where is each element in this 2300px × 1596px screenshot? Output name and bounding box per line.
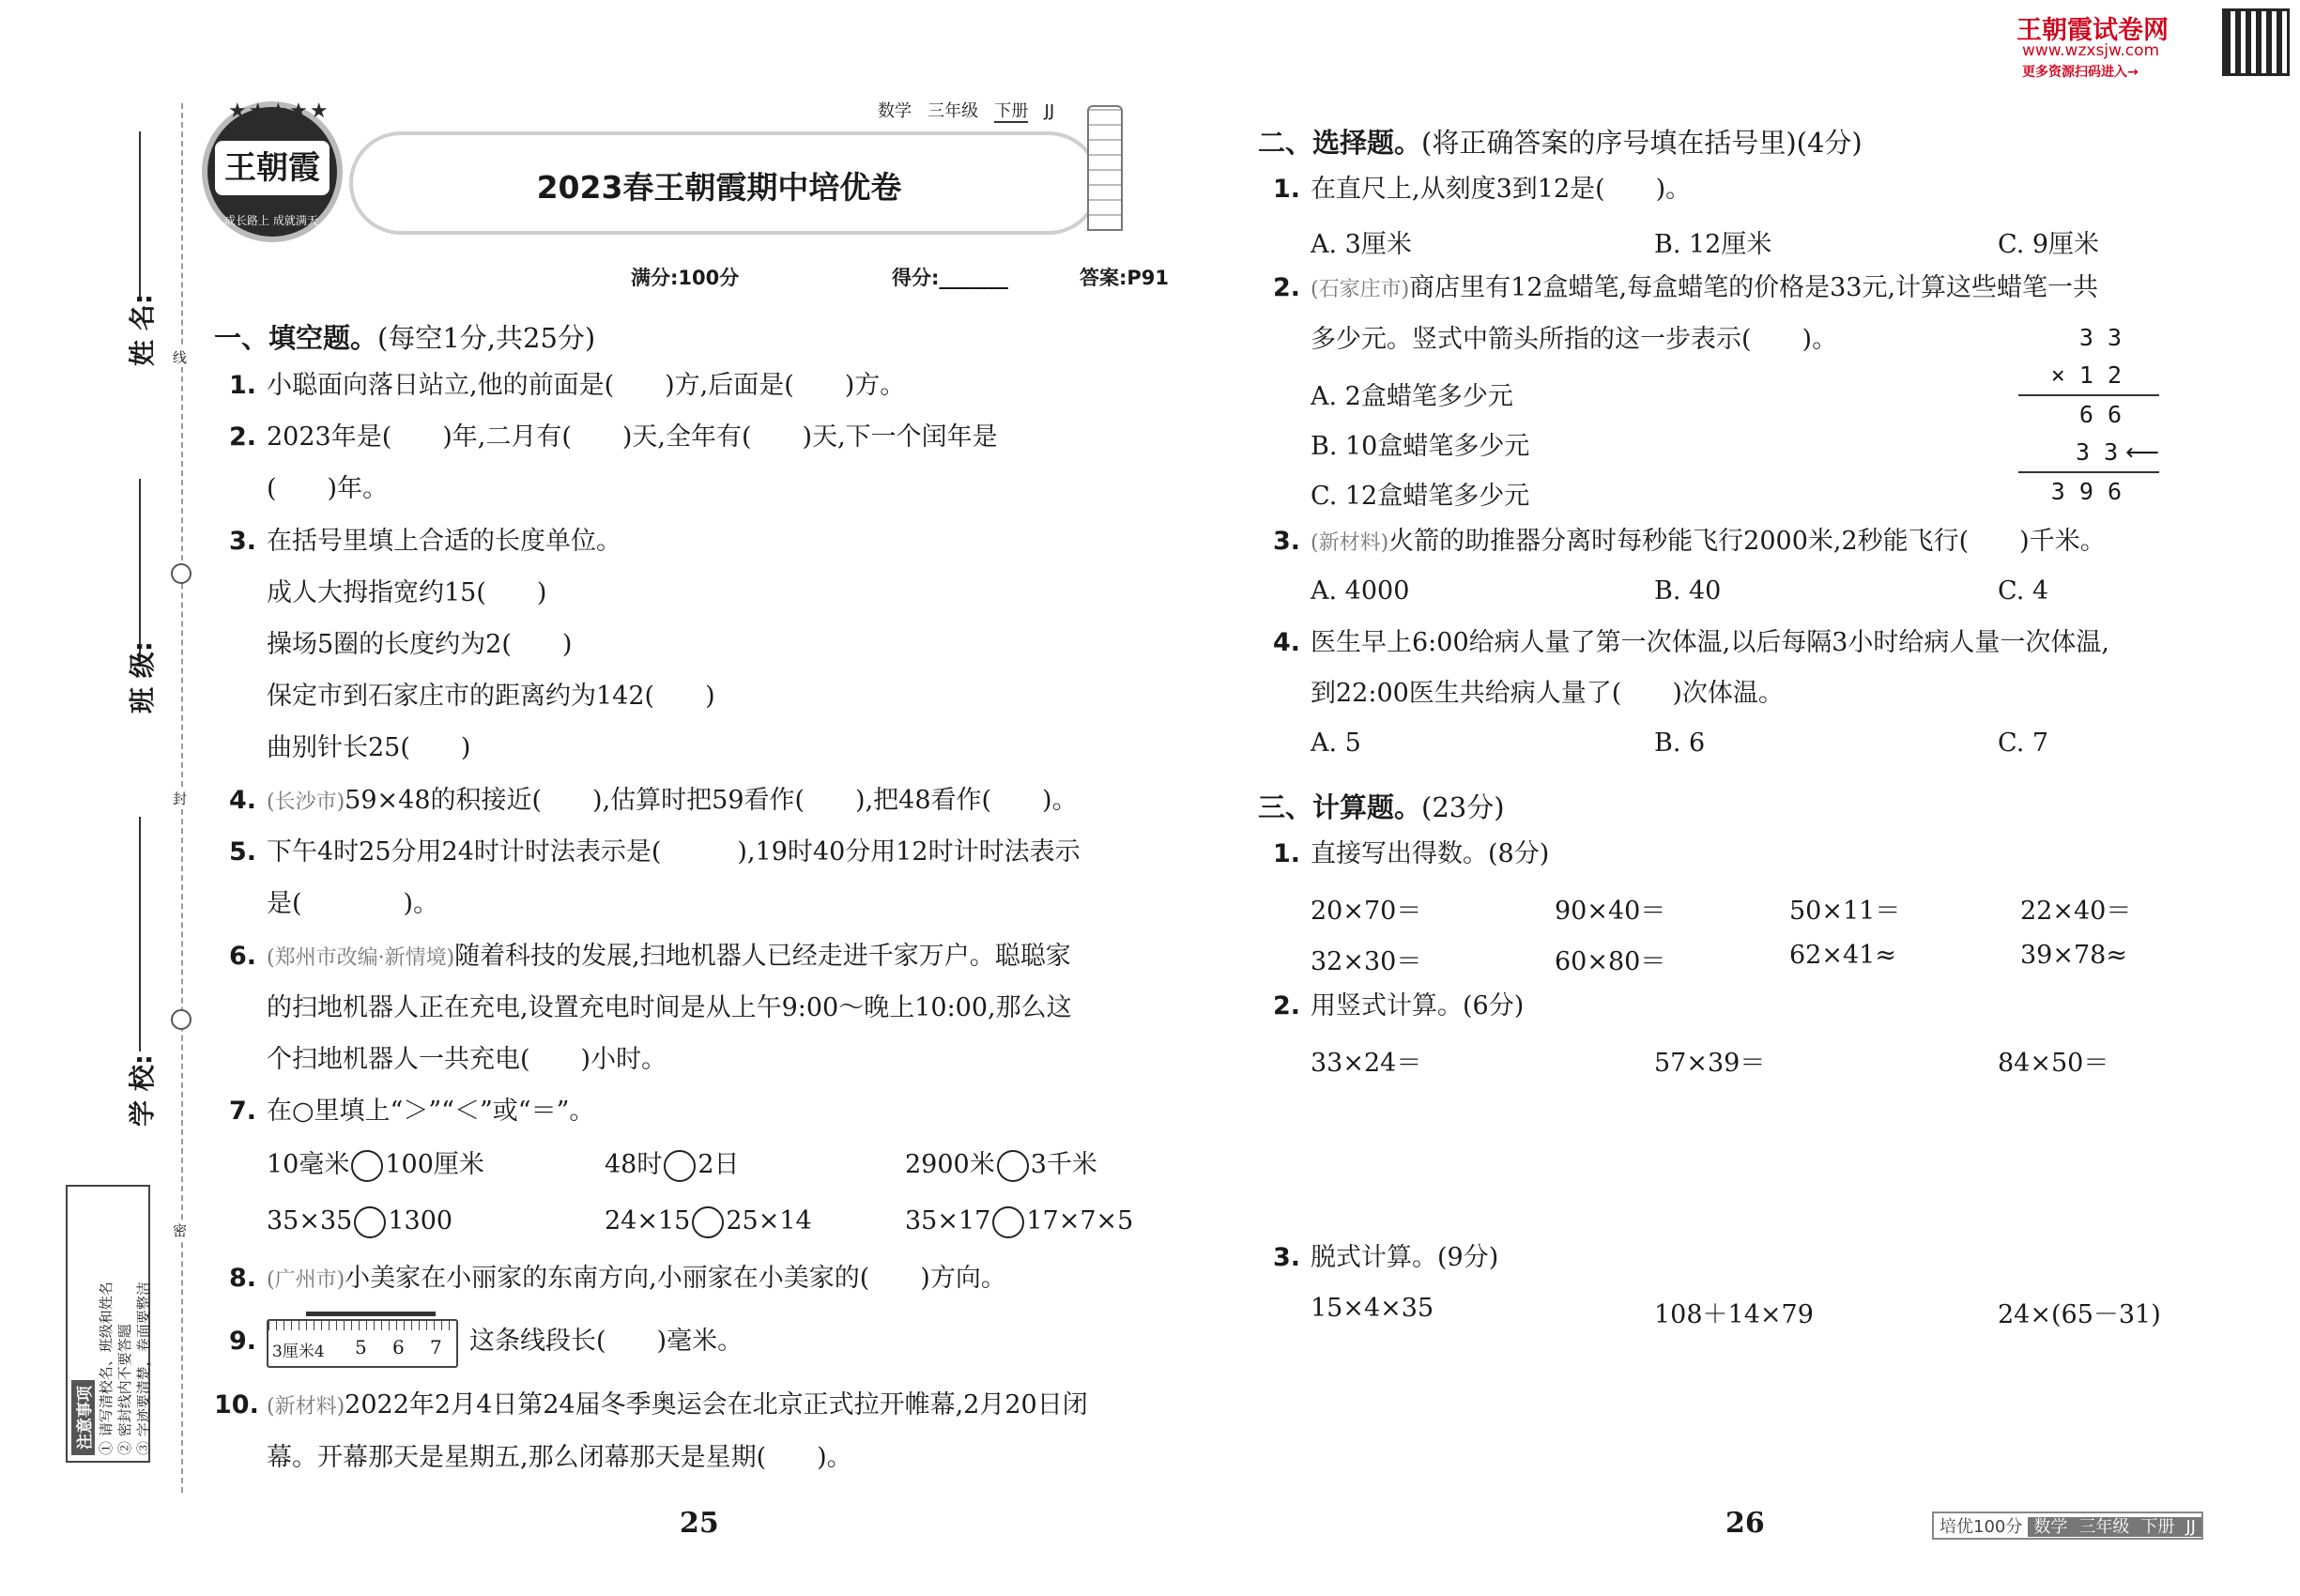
option-b[interactable]: B. 10盒蜡笔多少元 <box>1311 432 1530 461</box>
question-3-2 <box>1273 990 1524 1022</box>
score-field[interactable]: 得分:_______ <box>892 267 1008 289</box>
question-1-9 <box>229 1326 267 1358</box>
series-subject: 数学 <box>2028 1517 2073 1537</box>
logo-badge <box>202 101 343 242</box>
option-a[interactable]: A. 2盒蜡笔多少元 <box>1311 382 1513 411</box>
vm-row: 3 3 <box>2078 324 2122 351</box>
qr-code-icon[interactable] <box>2225 11 2287 73</box>
question-1-5 <box>229 836 1081 868</box>
ruler-label: 5 <box>355 1336 367 1358</box>
question-text: 火箭的助推器分离时每秒能飞行2000米,2秒能飞行( )千米。 <box>1388 527 2106 556</box>
oral-calc-item: 60×80＝ <box>1555 947 1666 976</box>
question-3-3 <box>1273 1242 1498 1274</box>
page-title: 2023春王朝霞期中培优卷 <box>536 169 902 206</box>
oral-calc-item: 50×11＝ <box>1789 897 1901 926</box>
series-edition: JJ <box>2180 1517 2201 1537</box>
question-text: 小聪面向落日站立,他的前面是( )方,后面是( )方。 <box>267 371 906 400</box>
question-number: 2. <box>1273 273 1301 302</box>
page-number-right: 26 <box>1725 1507 1765 1540</box>
question-1-2-cont: ( )年。 <box>267 474 389 503</box>
question-number: 2. <box>229 422 257 452</box>
question-number: 7. <box>229 1097 257 1126</box>
option-c[interactable]: C. 7 <box>1998 729 2049 758</box>
seal-knot-icon <box>171 1009 192 1030</box>
class-label: 班 级: <box>127 641 158 714</box>
step-calc-item: 108＋14×79 <box>1654 1300 1814 1329</box>
series-volume: 下册 <box>2135 1517 2180 1537</box>
question-text: 59×48的积接近( ),估算时把59看作( ),把48看作( )。 <box>345 786 1078 815</box>
vertical-calc-item: 57×39＝ <box>1654 1049 1766 1078</box>
question-1-6-cont: 个扫地机器人一共充电( )小时。 <box>267 1045 667 1074</box>
compare-circle[interactable] <box>664 1150 696 1182</box>
name-label: 姓 名: <box>127 294 158 366</box>
compare-circle[interactable] <box>992 1206 1024 1238</box>
question-number: 9. <box>229 1327 257 1356</box>
question-text: 医生早上6:00给病人量了第一次体温,以后每隔3小时给病人量一次体温, <box>1311 628 2109 657</box>
logo-motto: 成长路上 成就满天 <box>224 214 318 227</box>
question-1-8 <box>229 1263 1006 1297</box>
segment-line <box>306 1312 436 1316</box>
oral-calc-item: 62×41≈ <box>1789 941 1896 970</box>
oral-calc-item: 20×70＝ <box>1311 897 1422 926</box>
sub-item: 成人大拇指宽约15( ) <box>267 578 547 607</box>
question-number: 4. <box>229 786 257 815</box>
ruler-label: 7 <box>430 1336 442 1358</box>
source-tag: (石家庄市) <box>1311 278 1410 301</box>
question-text: 用竖式计算。(6分) <box>1311 991 1525 1021</box>
arrow-left-icon: ⟵ <box>2118 438 2159 466</box>
option-c[interactable]: C. 12盒蜡笔多少元 <box>1311 482 1530 511</box>
vm-row: 3 9 6 <box>2050 478 2122 505</box>
series-badge <box>1932 1512 2203 1540</box>
question-text: 在○里填上“＞”“＜”或“＝”。 <box>267 1097 595 1126</box>
question-number: 3. <box>229 527 257 556</box>
title-banner <box>349 131 1100 235</box>
option-a[interactable]: A. 5 <box>1311 729 1361 758</box>
option-c[interactable]: C. 4 <box>1998 576 2049 606</box>
question-text: 小美家在小丽家的东南方向,小丽家在小美家的( )方向。 <box>345 1264 1006 1293</box>
compare-item: 35×17 17×7×5 <box>905 1205 1133 1238</box>
question-1-7 <box>229 1096 594 1128</box>
vm-row: 6 6 <box>2078 401 2122 428</box>
question-1-10-cont: 幕。开幕那天是星期五,那么闭幕那天是星期( )。 <box>267 1443 852 1472</box>
oral-calc-item: 32×30＝ <box>1311 947 1422 976</box>
question-3-1 <box>1273 838 1549 870</box>
question-text: 随着科技的发展,扫地机器人已经走进千家万户。聪聪家 <box>454 942 1071 971</box>
school-line[interactable] <box>139 817 141 1051</box>
option-c[interactable]: C. 9厘米 <box>1998 230 2100 259</box>
question-2-4-cont: 到22:00医生共给病人量了( )次体温。 <box>1311 679 1784 708</box>
question-number: 5. <box>229 837 257 867</box>
logo-text: 王朝霞 <box>215 141 330 195</box>
question-2-1 <box>1273 174 1691 206</box>
question-number: 6. <box>229 942 257 971</box>
compare-circle[interactable] <box>692 1206 724 1238</box>
vertical-calc-item: 84×50＝ <box>1998 1049 2109 1078</box>
question-text: 脱式计算。(9分) <box>1311 1243 1499 1272</box>
question-text: 2022年2月4日第24届冬季奥运会在北京正式拉开帷幕,2月20日闭 <box>345 1390 1088 1420</box>
oral-calc-item: 90×40＝ <box>1555 897 1666 926</box>
question-number: 10. <box>214 1390 259 1420</box>
notice-box <box>66 1185 150 1463</box>
compare-item: 2900米 3千米 <box>905 1149 1097 1182</box>
seal-knot-icon <box>171 563 192 584</box>
question-1-4 <box>229 785 1078 819</box>
sub-item: 曲别针长25( ) <box>267 733 471 762</box>
notice-item: ① 请写清校名、班级和姓名 <box>98 1281 115 1455</box>
full-score: 满分:100分 <box>631 267 740 289</box>
series-grade: 三年级 <box>2073 1517 2135 1537</box>
question-2-3 <box>1273 526 2106 560</box>
question-text: 在直尺上,从刻度3到12是( )。 <box>1311 175 1692 204</box>
site-url[interactable]: www.wzxsjw.com <box>2022 41 2160 60</box>
notice-title: 注意事项 <box>71 1380 95 1455</box>
oral-calc-item: 22×40＝ <box>2020 897 2132 926</box>
answer-ref: 答案:P91 <box>1080 267 1170 289</box>
notice-item: ③ 字迹要清楚，卷面要整洁 <box>135 1281 152 1455</box>
compare-item: 10毫米 100厘米 <box>267 1149 484 1182</box>
option-a[interactable]: A. 3厘米 <box>1311 230 1412 259</box>
lighthouse-icon <box>1087 105 1123 231</box>
vertical-calc-item: 33×24＝ <box>1311 1049 1422 1078</box>
question-number: 3. <box>1273 1243 1301 1272</box>
question-text: 2023年是( )年,二月有( )天,全年有( )天,下一个闰年是 <box>267 422 998 452</box>
question-text: 直接写出得数。(8分) <box>1311 839 1550 868</box>
brand-block <box>2016 9 2289 79</box>
step-calc-item: 24×(65－31) <box>1998 1300 2161 1329</box>
section-2-note: (将正确答案的序号填在括号里)(4分) <box>1421 127 1863 159</box>
compare-item: 48时 2日 <box>605 1149 740 1182</box>
site-name: 王朝霞试卷网 <box>2016 16 2169 45</box>
site-hint: 更多资源扫码进入→ <box>2022 65 2139 80</box>
source-tag: (郑州市改编·新情境) <box>267 946 455 970</box>
option-b[interactable]: B. 12厘米 <box>1654 230 1772 259</box>
question-text: 下午4时25分用24时计时法表示是( ),19时40分用12时计时法表示 <box>267 837 1081 867</box>
question-number: 1. <box>1273 175 1301 204</box>
question-2-2 <box>1273 272 2098 306</box>
question-text: 这条线段长( )毫米。 <box>469 1327 744 1356</box>
section-1-note: (每空1分,共25分) <box>377 322 596 354</box>
edition: JJ <box>1044 101 1055 121</box>
option-b[interactable]: B. 40 <box>1654 576 1722 606</box>
volume: 下册 <box>994 101 1029 121</box>
question-number: 8. <box>229 1264 257 1293</box>
compare-circle[interactable] <box>354 1206 386 1238</box>
question-1-1 <box>229 370 905 402</box>
logo-stars-icon: ★★★★★ <box>228 100 330 123</box>
section-3-heading: 三、计算题。 <box>1258 791 1422 823</box>
question-number: 2. <box>1273 991 1301 1021</box>
name-line[interactable] <box>139 131 141 300</box>
compare-circle[interactable] <box>997 1150 1029 1182</box>
school-label: 学 校: <box>127 1054 158 1127</box>
notice-item: ② 密封线内不要答题 <box>116 1324 133 1455</box>
question-number: 1. <box>229 371 257 400</box>
source-tag: (新材料) <box>1311 531 1389 555</box>
seal-mark: 密 <box>173 1222 188 1239</box>
ruler-label: 6 <box>392 1336 405 1358</box>
compare-item: 35×35 1300 <box>267 1205 452 1238</box>
series-name: 培优100分 <box>1940 1517 2023 1537</box>
option-a[interactable]: A. 4000 <box>1311 576 1410 606</box>
seal-mark: 线 <box>173 349 188 366</box>
question-1-5-cont: 是( )。 <box>267 889 439 918</box>
page-number-left: 25 <box>680 1507 719 1540</box>
ruler-label: 3厘米4 <box>272 1343 325 1361</box>
seal-mark: 封 <box>173 790 188 807</box>
step-calc-item: 15×4×35 <box>1311 1294 1434 1323</box>
source-tag: (长沙市) <box>267 790 345 814</box>
question-2-4 <box>1273 627 2109 659</box>
subject: 数学 <box>878 101 912 121</box>
oral-calc-item: 39×78≈ <box>2020 941 2127 970</box>
question-number: 1. <box>1273 839 1301 868</box>
question-1-6 <box>229 941 1071 974</box>
question-1-3 <box>229 526 621 558</box>
section-1-heading: 一、填空题。 <box>214 322 378 354</box>
section-2-heading: 二、选择题。 <box>1258 127 1422 159</box>
question-number: 3. <box>1273 527 1301 556</box>
subject-info <box>878 98 1054 122</box>
vm-row: 3 3 ⟵ <box>2018 434 2159 473</box>
vm-row: × 1 2 <box>2018 357 2159 396</box>
question-2-2-cont: 多少元。竖式中箭头所指的这一步表示( )。 <box>1311 325 1838 354</box>
option-b[interactable]: B. 6 <box>1654 729 1706 758</box>
section-3-note: (23分) <box>1421 791 1505 823</box>
question-text: 商店里有12盒蜡笔,每盒蜡笔的价格是33元,计算这些蜡笔一共 <box>1409 273 2099 302</box>
question-1-10 <box>214 1389 1088 1423</box>
question-1-6-cont: 的扫地机器人正在充电,设置充电时间是从上午9:00～晚上10:00,那么这 <box>267 993 1072 1022</box>
source-tag: (广州市) <box>267 1268 345 1292</box>
section-3-title <box>1258 787 1505 825</box>
section-1-title <box>214 317 595 356</box>
question-1-2 <box>229 422 998 453</box>
section-2-title <box>1258 122 1863 161</box>
source-tag: (新材料) <box>267 1395 345 1419</box>
class-line[interactable] <box>139 479 141 667</box>
compare-circle[interactable] <box>351 1150 383 1182</box>
vertical-multiplication <box>2018 319 2159 511</box>
question-text: 在括号里填上合适的长度单位。 <box>267 527 621 556</box>
sub-item: 操场5圈的长度约为2( ) <box>267 630 573 659</box>
ruler-image <box>267 1319 458 1368</box>
question-number: 4. <box>1273 628 1301 657</box>
sub-item: 保定市到石家庄市的距离约为142( ) <box>267 682 715 711</box>
compare-item: 24×15 25×14 <box>605 1205 812 1238</box>
grade: 三年级 <box>928 101 979 121</box>
